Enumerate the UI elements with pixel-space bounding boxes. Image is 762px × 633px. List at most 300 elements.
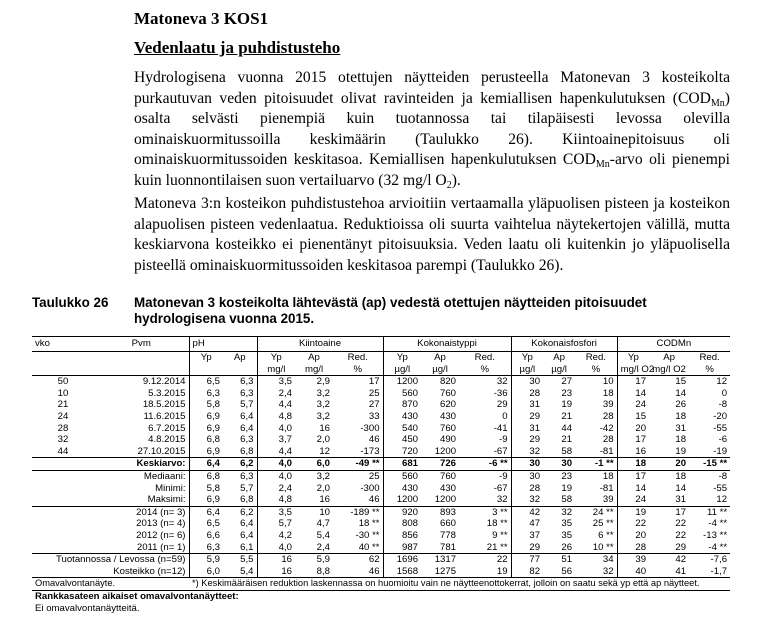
table-row xyxy=(32,434,730,446)
section-heading: Vedenlaatu ja puhdistusteho xyxy=(134,38,341,57)
sub-typpi-ap: Ap xyxy=(434,352,446,364)
unit-fosfori-ap: µg/l xyxy=(551,363,567,375)
year-row xyxy=(32,542,730,554)
table-cell: 27 xyxy=(543,376,575,388)
table-cell: -1 ** xyxy=(575,458,617,471)
table-cell: 4,0 xyxy=(257,423,295,435)
table-cell: 560 xyxy=(383,388,421,400)
table-cell: 24 xyxy=(617,399,649,411)
table-cell: -6 xyxy=(718,434,728,446)
table-cell: 19 xyxy=(675,445,687,457)
unit-kiinto-ap: mg/l xyxy=(304,363,324,375)
stats-row xyxy=(32,470,730,482)
table-cell: 28 xyxy=(511,388,543,400)
table-cell: 681 xyxy=(383,458,421,471)
table-cell: 2014 (n= 3) xyxy=(32,506,189,518)
table-cell: 29 xyxy=(511,434,543,446)
sub-typpi-yp: Yp xyxy=(383,352,421,364)
table-cell: 26 xyxy=(675,399,687,411)
table-cell: 16 xyxy=(319,422,331,434)
table-cell: 6,3 xyxy=(223,376,257,388)
table-cell: Maksimi: xyxy=(147,494,186,506)
table-header-units xyxy=(32,364,730,376)
table-cell: 6,4 xyxy=(189,506,223,518)
table-cell: 39 xyxy=(617,554,649,566)
unit-cod-ap: mg/l O2 xyxy=(652,363,686,375)
table-cell: 22 xyxy=(675,518,687,530)
table-cell: 16 xyxy=(319,494,331,506)
table-cell: 9 ** xyxy=(492,530,508,541)
sub-fosfori-red: Red. xyxy=(585,352,606,364)
table-cell: 3,7 xyxy=(257,434,295,446)
table-cell: 893 xyxy=(421,506,459,518)
table-cell: 27 xyxy=(368,399,380,411)
table-cell: 5,9 xyxy=(295,554,333,566)
table-cell: 6,5 xyxy=(189,376,223,388)
table-cell: 3,5 xyxy=(257,376,295,388)
table-cell: 920 xyxy=(383,506,421,518)
table-cell: 5,9 xyxy=(189,554,223,566)
table-cell: 17 xyxy=(617,434,649,446)
table-cell: 19 xyxy=(617,506,649,518)
table-cell: 46 xyxy=(368,434,380,446)
paragraph-2: Matoneva 3:n kosteikon puhdistustehoa arvioitiin vertaamalla yläpuolisen pisteen ja kosteikon alapuolisen pisteen vedenlaatua. Reduktioissa oli suurta vaihtelua näytekertojen välillä, mutta keskiarvona kosteikko ei pienentänyt pitoisuuksia. Veden laatu oli kuitenkin jo yläpuolisella pisteellä ominaiskuormitussoiden keskitasoa parempi (Taulukko 26). xyxy=(134,195,730,274)
table-cell: 30 xyxy=(543,458,575,471)
table-cell: 62 xyxy=(333,554,383,566)
table-cell: 760 xyxy=(440,422,457,434)
table-cell: 620 xyxy=(440,399,457,411)
table-cell: 21 ** xyxy=(486,541,508,553)
table-cell: 10 xyxy=(575,376,617,388)
table-cell: 2,0 xyxy=(316,434,331,446)
table-cell: 2,0 xyxy=(316,482,331,494)
table-cell: 4,0 xyxy=(257,470,295,482)
table-cell: 20 xyxy=(617,530,649,542)
table-cell: 4,0 xyxy=(257,542,295,554)
table-cell: 18 xyxy=(675,411,687,423)
table-cell: 6,8 xyxy=(240,445,254,457)
table-cell: 22 xyxy=(459,554,511,566)
year-row xyxy=(32,518,730,530)
table-cell: 21 xyxy=(57,399,69,411)
table-cell: 6,9 xyxy=(189,446,223,458)
table-cell: 14 xyxy=(617,483,649,495)
table-cell: 808 xyxy=(383,518,421,530)
sub-kiinto-red: Red. xyxy=(347,352,368,364)
table-note-row xyxy=(32,578,730,591)
sub-fosfori-yp: Yp xyxy=(511,352,543,364)
table-cell: Kosteikko (n=12) xyxy=(32,566,189,578)
unit-cod-yp: mg/l O2 xyxy=(617,364,649,376)
reference-row xyxy=(32,554,730,566)
table-cell: 430 xyxy=(383,411,421,423)
table-row xyxy=(32,376,730,388)
table-cell: 24 xyxy=(57,411,69,423)
table-cell: 11 ** xyxy=(689,506,730,518)
table-cell: 6,4 xyxy=(240,411,254,423)
table-cell: Minimi: xyxy=(155,482,186,494)
table-cell: 760 xyxy=(440,471,457,483)
table-cell: 6,3 xyxy=(189,542,223,554)
table-cell: 39 xyxy=(602,494,614,506)
table-cell: 5,7 xyxy=(240,482,254,494)
table-cell: 27.10.2015 xyxy=(137,445,186,457)
table-cell: 6,3 xyxy=(189,388,223,400)
table-cell: -173 xyxy=(360,445,380,457)
table-cell: 24 ** xyxy=(575,506,617,518)
table-cell: 32 xyxy=(459,376,511,388)
table-cell: 5,4 xyxy=(316,530,331,541)
table-cell: 35 xyxy=(561,518,573,530)
table-row xyxy=(32,411,730,423)
table-cell: 32 xyxy=(543,506,575,518)
sub-kiinto-ap: Ap xyxy=(308,352,320,364)
table-row xyxy=(32,388,730,400)
table-cell: 3,2 xyxy=(316,471,331,483)
table-cell: 35 xyxy=(561,530,573,541)
table-cell: 30 xyxy=(511,470,543,482)
table-cell: 2013 (n= 4) xyxy=(136,518,186,530)
stats-row xyxy=(32,483,730,495)
table-cell: -67 xyxy=(493,482,508,494)
rank-title-row xyxy=(32,590,730,602)
table-cell: 781 xyxy=(440,541,457,553)
table-cell: 51 xyxy=(543,554,575,566)
table-cell: 2,9 xyxy=(295,376,333,388)
table-cell: 14 xyxy=(617,388,649,400)
table-cell: -81 xyxy=(599,445,614,457)
group-codmn: CODMn xyxy=(617,337,730,352)
table-cell: 29 xyxy=(511,411,543,423)
table-cell: -9 xyxy=(499,471,508,483)
table-cell: 6,2 xyxy=(223,506,257,518)
table-cell: 44 xyxy=(57,445,69,457)
table-cell: 5.3.2015 xyxy=(148,387,186,399)
table-cell: 6,8 xyxy=(189,470,223,482)
table-cell: -300 xyxy=(360,482,380,494)
sub-cod-ap: Ap xyxy=(663,352,675,364)
table-cell: 1568 xyxy=(383,566,421,578)
table-cell: 14 xyxy=(675,482,687,494)
table-cell: -9 xyxy=(499,434,508,446)
table-cell: 18 xyxy=(602,387,614,399)
table-cell: -1,7 xyxy=(689,566,730,578)
table-cell: 40 ** xyxy=(358,541,380,553)
table-cell: 31 xyxy=(511,423,543,435)
table-cell: 50 xyxy=(32,376,94,388)
table-cell: 15 xyxy=(617,411,649,423)
table-cell: 29 xyxy=(496,399,508,411)
table-cell: 5,5 xyxy=(223,554,257,566)
table-cell: 18 xyxy=(675,434,687,446)
table-cell: 20 xyxy=(617,423,649,435)
table-cell: 34 xyxy=(575,554,617,566)
table-cell: 29 xyxy=(675,541,687,553)
table-cell: 18 ** xyxy=(358,518,380,530)
note-reduction: *) Keskimääräisen reduktion laskennassa on huomioitu vain ne näytteenottokerrat, jolloin on saatu sekä yp että ap näytteet. xyxy=(189,578,730,591)
rank-text-row xyxy=(32,602,730,614)
table-cell: 46 xyxy=(333,566,383,578)
table-cell: 6.7.2015 xyxy=(148,422,186,434)
group-kokonaisfosfori: Kokonaisfosfori xyxy=(511,337,617,352)
unit-kiinto-yp: mg/l xyxy=(257,364,295,376)
table-cell: 18.5.2015 xyxy=(142,399,186,411)
table-cell: -4 ** xyxy=(708,518,728,530)
table-cell: 660 xyxy=(440,518,457,530)
table-cell: 23 xyxy=(561,387,573,399)
table-cell: 18 xyxy=(617,458,649,471)
table-cell: 18 ** xyxy=(486,518,508,530)
table-cell: 870 xyxy=(383,399,421,411)
page-title: Matoneva 3 KOS1 xyxy=(134,9,269,28)
table-cell: 16 xyxy=(617,446,649,458)
unit-cod-red: % xyxy=(705,363,714,375)
table-cell: -8 xyxy=(718,399,728,411)
table-cell: 12 xyxy=(716,494,728,506)
table-cell: 2011 (n= 1) xyxy=(136,541,186,553)
group-kokonaistyppi: Kokonaistyppi xyxy=(383,337,511,352)
table-cell: 58 xyxy=(561,445,573,457)
unit-fosfori-yp: µg/l xyxy=(511,364,543,376)
table-cell: 4,4 xyxy=(257,446,295,458)
table-cell: 28 xyxy=(602,434,614,446)
table-cell: 18 xyxy=(675,471,687,483)
table-cell: 4,8 xyxy=(257,411,295,423)
table-cell: 17 xyxy=(333,376,383,388)
col-pvm: Pvm xyxy=(94,337,189,352)
table-cell: 30 xyxy=(511,376,543,388)
table-cell: -55 xyxy=(713,482,728,494)
group-kiintoaine: Kiintoaine xyxy=(257,337,383,352)
table-cell: 6,9 xyxy=(189,494,223,506)
table-cell: 46 xyxy=(368,494,380,506)
table-cell: 21 xyxy=(561,411,573,423)
table-cell: 6,9 xyxy=(189,411,223,423)
table-cell: 28 xyxy=(511,483,543,495)
table-cell: 8,8 xyxy=(295,566,333,578)
table-cell: 10 xyxy=(57,387,69,399)
table-cell: 820 xyxy=(421,376,459,388)
table-caption-label: Taulukko 26 xyxy=(32,295,109,310)
table-cell: 9.12.2014 xyxy=(94,376,189,388)
table-cell: 5,7 xyxy=(240,399,254,411)
table-cell: -67 xyxy=(493,445,508,457)
table-cell: 778 xyxy=(440,530,457,541)
table-cell: 6,5 xyxy=(189,518,223,530)
table-cell: 1200 xyxy=(383,494,421,506)
unit-fosfori-red: % xyxy=(591,363,601,375)
table-cell: 41 xyxy=(649,566,689,578)
table-cell: 987 xyxy=(383,542,421,554)
table-cell: 40 xyxy=(617,566,649,578)
col-vko: vko xyxy=(32,337,94,352)
table-cell: 1317 xyxy=(421,554,459,566)
table-cell: 5,8 xyxy=(189,483,223,495)
unit-typpi-ap: µg/l xyxy=(432,363,448,375)
table-cell: 29 xyxy=(511,542,543,554)
table-cell: 15 xyxy=(649,376,689,388)
table-cell: -36 xyxy=(493,387,508,399)
table-cell: 33 xyxy=(368,411,380,423)
table-cell: -49 ** xyxy=(333,458,383,471)
table-cell: 6,4 xyxy=(240,518,254,530)
table-cell: 4,7 xyxy=(316,518,331,530)
table-cell: 42 xyxy=(649,554,689,566)
table-cell: 3,2 xyxy=(316,399,331,411)
table-cell: 25 xyxy=(368,471,380,483)
table-cell: -13 ** xyxy=(703,530,728,541)
table-cell: 39 xyxy=(602,399,614,411)
table-cell: 3,5 xyxy=(257,506,295,518)
table-cell: 24 xyxy=(617,494,649,506)
table-caption-text: Matonevan 3 kosteikolta lähtevästä (ap) vedestä otettujen näytteiden pitoisuudet hydrologisena vuonna 2015. xyxy=(134,295,647,326)
table-cell: 47 xyxy=(511,518,543,530)
table-cell: -6 ** xyxy=(459,458,511,471)
table-cell: 56 xyxy=(543,566,575,578)
table-cell: 22 xyxy=(675,530,687,541)
paragraph-1: Hydrologisena vuonna 2015 otettujen näytteiden perusteella Matonevan 3 kosteikolta purkautuvan veden pitoisuudet olivat ravinteiden ja kemiallisen hapenkulutuksen $(COD_{Mn})$ osalta selvästi pienempiä kuin tuotannossa tai tilapäisesti levossa olevilla ominaiskuormitussoilla keskimäärin (Taulukko 26). Kiintoainepitoisuus oli ominaiskuormitussoiden keskitasoa. Kemiallisen hapenkulutuksen $COD_{Mn}$-arvo oli pienempi kuin luonnontilaisen suon vertailuarvo (32 mg/l $O_2$). xyxy=(134,69,730,191)
table-cell: 12 xyxy=(319,445,331,457)
table-cell: 28 xyxy=(617,542,649,554)
table-cell: 11.6.2015 xyxy=(143,411,186,423)
table-cell: 1200 xyxy=(434,494,457,506)
table-cell: 3,2 xyxy=(316,387,331,399)
table-cell: 28 xyxy=(57,422,69,434)
table-cell: -41 xyxy=(493,422,508,434)
table-cell: 6,0 xyxy=(295,458,333,471)
table-cell: 25 ** xyxy=(592,518,614,530)
table-cell: 430 xyxy=(440,482,457,494)
year-row xyxy=(32,506,730,518)
table-cell: -15 ** xyxy=(689,458,730,471)
table-cell: 6,3 xyxy=(240,471,254,483)
table-cell: -8 xyxy=(718,471,728,483)
sub-cod-red: Red. xyxy=(699,352,720,364)
table-cell: 19 xyxy=(459,566,511,578)
table-cell: 1200 xyxy=(434,445,457,457)
table-cell: 32 xyxy=(511,494,543,506)
sub-ph-ap: Ap xyxy=(233,352,246,364)
sub-fosfori-ap: Ap xyxy=(553,352,565,364)
table-cell: 0 xyxy=(721,387,728,399)
table-cell: 32 xyxy=(575,566,617,578)
table-cell: 22 xyxy=(617,518,649,530)
table-cell: 32 xyxy=(496,494,508,506)
table-cell: 30 xyxy=(511,458,543,471)
table-cell: 3 ** xyxy=(459,506,511,518)
table-cell: 3,2 xyxy=(316,411,331,423)
table-cell: 21 xyxy=(561,434,573,446)
table-cell: -189 ** xyxy=(333,506,383,518)
table-cell: 6,4 xyxy=(240,422,254,434)
table-cell: 6,1 xyxy=(240,541,254,553)
rank-text: Ei omavalvontanäytteitä. xyxy=(35,602,140,614)
table-cell: 6,2 xyxy=(223,458,257,471)
stats-row xyxy=(32,494,730,506)
table-cell: Mediaani: xyxy=(143,471,186,483)
table-cell: 25 xyxy=(368,387,380,399)
table-cell: 20 xyxy=(649,458,689,471)
table-cell: 2,4 xyxy=(316,541,331,553)
table-cell: 58 xyxy=(561,494,573,506)
unit-kiinto-red: % xyxy=(353,363,363,375)
table-cell: 490 xyxy=(440,434,457,446)
table-cell: 23 xyxy=(561,471,573,483)
table-cell: 44 xyxy=(561,422,573,434)
table-cell: 6 ** xyxy=(598,530,614,541)
table-cell: 31 xyxy=(511,399,543,411)
unit-typpi-yp: µg/l xyxy=(383,364,421,376)
reference-row xyxy=(32,566,730,578)
table-cell: 42 xyxy=(511,506,543,518)
table-cell: 856 xyxy=(383,530,421,542)
note-omavalvonta: Omavalvontanäyte. xyxy=(32,578,189,591)
table-cell: 4,0 xyxy=(257,458,295,471)
table-cell: 26 xyxy=(561,541,573,553)
table-cell: 450 xyxy=(383,434,421,446)
table-cell: 1696 xyxy=(383,554,421,566)
table-cell: 17 xyxy=(617,376,649,388)
table-cell: 17 xyxy=(617,470,649,482)
table-cell: 4.8.2015 xyxy=(148,434,186,446)
table-cell: 82 xyxy=(511,566,543,578)
table-row xyxy=(32,399,730,411)
table-cell: 560 xyxy=(383,470,421,482)
table-cell: 5,8 xyxy=(189,399,223,411)
sub-typpi-red: Red. xyxy=(474,352,495,364)
table-cell: 37 xyxy=(511,530,543,542)
group-ph: pH xyxy=(189,337,257,352)
table-cell: 4,8 xyxy=(257,494,295,506)
table-cell: 6,8 xyxy=(189,434,223,446)
table-cell: 14 xyxy=(675,387,687,399)
table-cell: 1275 xyxy=(421,566,459,578)
table-cell: 32 xyxy=(511,446,543,458)
table-cell: -42 xyxy=(599,422,614,434)
table-cell: 77 xyxy=(511,554,543,566)
table-cell: 2,4 xyxy=(257,483,295,495)
table-row xyxy=(32,423,730,435)
table-cell: 10 xyxy=(295,506,333,518)
table-cell: 19 xyxy=(561,399,573,411)
table-cell: 6,8 xyxy=(240,494,254,506)
table-cell: 4,2 xyxy=(257,530,295,542)
table-cell: 6,9 xyxy=(189,423,223,435)
water-quality-table xyxy=(32,336,730,614)
table-cell: 10 ** xyxy=(592,541,614,553)
table-cell: 16 xyxy=(257,566,295,578)
table-cell: 726 xyxy=(421,458,459,471)
sub-ph-yp: Yp xyxy=(189,352,223,364)
sub-cod-yp: Yp xyxy=(617,352,649,364)
table-cell: 32 xyxy=(57,434,69,446)
unit-typpi-red: % xyxy=(480,363,490,375)
table-cell: 17 xyxy=(649,506,689,518)
table-cell: 31 xyxy=(675,422,687,434)
table-cell: 12 xyxy=(689,376,730,388)
table-cell: 6,4 xyxy=(189,458,223,471)
sub-kiinto-yp: Yp xyxy=(257,352,295,364)
table-cell: 6,3 xyxy=(240,434,254,446)
table-cell: -7,6 xyxy=(689,554,730,566)
table-row xyxy=(32,446,730,458)
table-cell: 430 xyxy=(383,483,421,495)
table-cell: 5,7 xyxy=(257,518,295,530)
table-cell: 540 xyxy=(383,423,421,435)
table-cell: 760 xyxy=(440,387,457,399)
table-cell: 6,0 xyxy=(189,566,223,578)
table-cell: 6,6 xyxy=(189,530,223,542)
